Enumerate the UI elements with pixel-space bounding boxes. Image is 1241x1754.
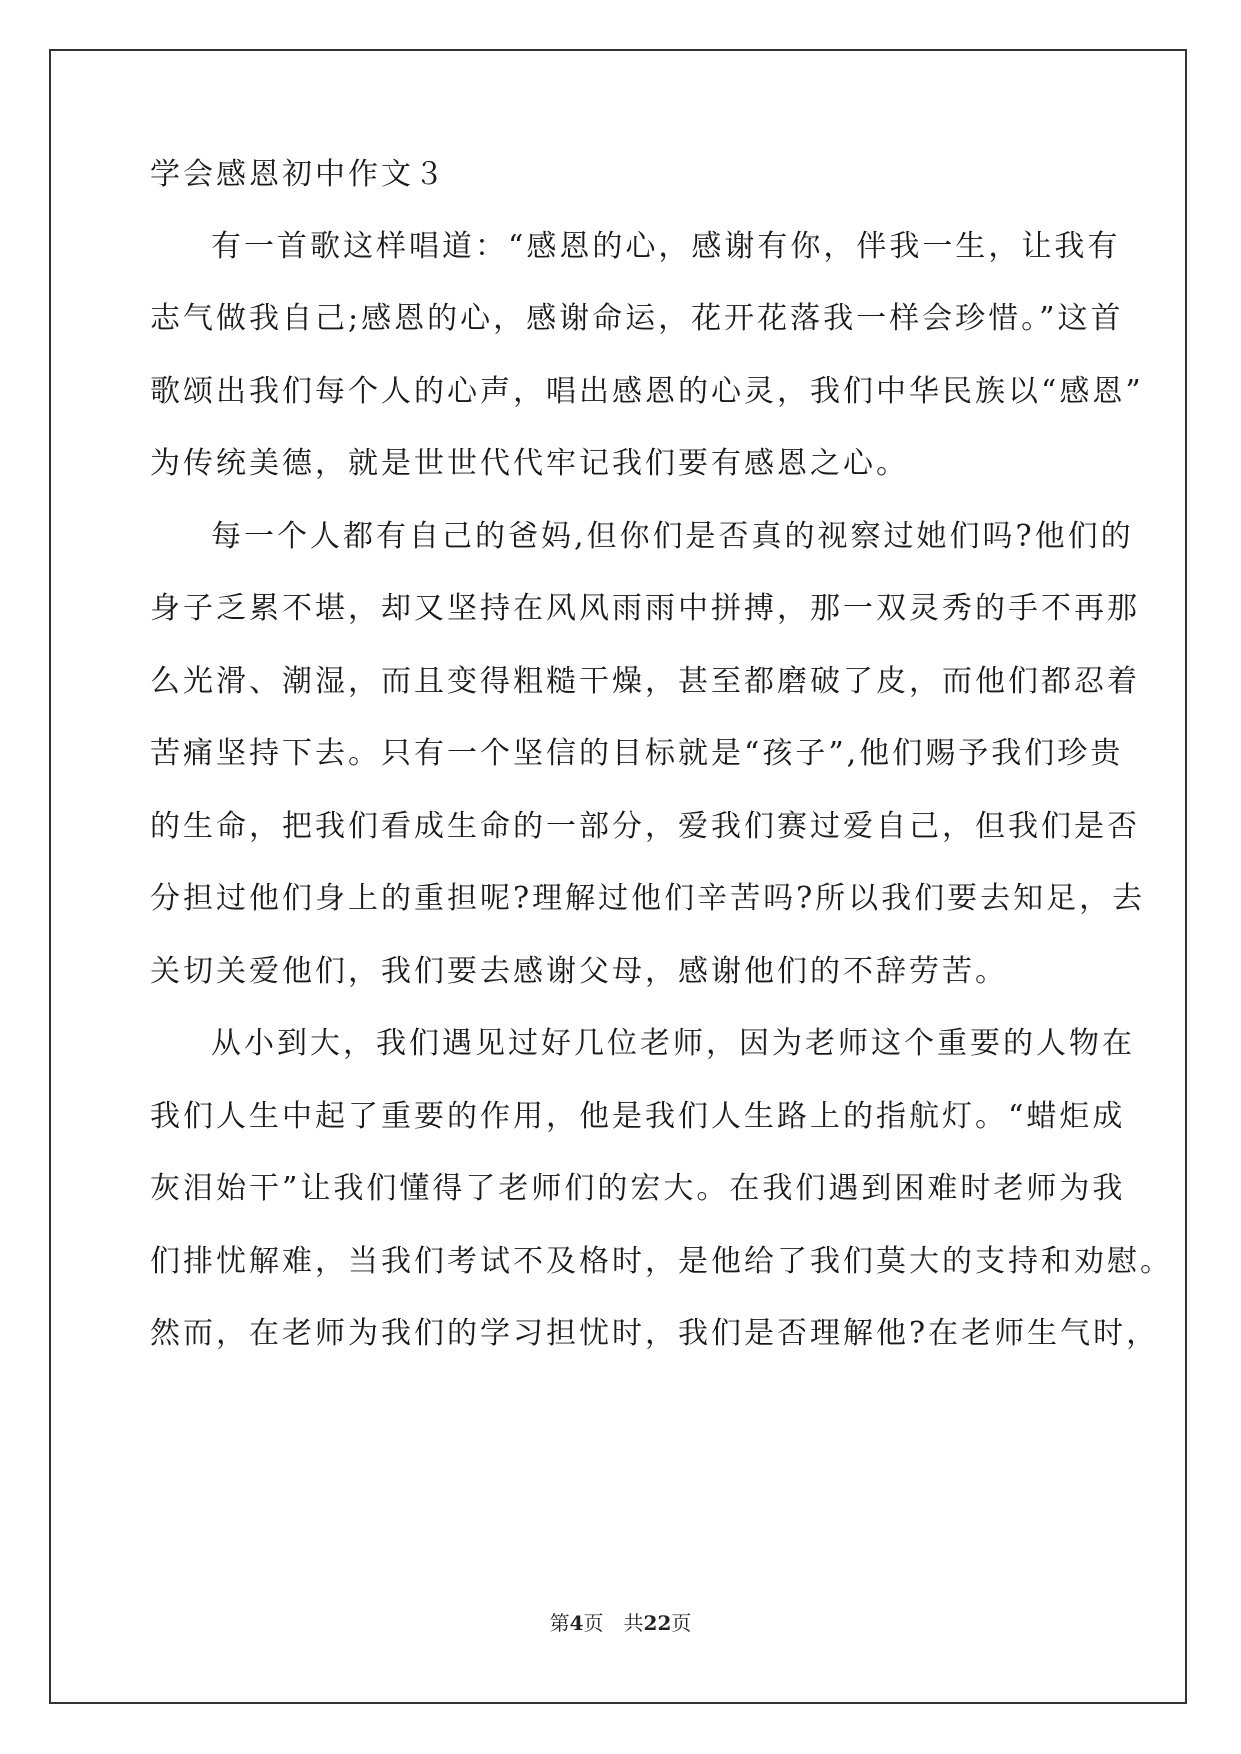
footer-total-pages: 22 bbox=[643, 1611, 672, 1635]
paragraph-2-line-5: 的生命，把我们看成生命的一部分，爱我们赛过爱自己，但我们是否 bbox=[150, 809, 1140, 844]
paragraph-3-line-5: 然而，在老师为我们的学习担忧时，我们是否理解他?在老师生气时， bbox=[150, 1316, 1160, 1351]
paragraph-2-line-1: 每一个人都有自己的爸妈,但你们是否真的视察过她们吗?他们的 bbox=[211, 519, 1134, 554]
footer-page-number: 4 bbox=[569, 1611, 584, 1635]
footer-page-suffix: 页 bbox=[583, 1611, 604, 1635]
paragraph-1-line-3: 歌颂出我们每个人的心声，唱出感恩的心灵，我们中华民族以“感恩” bbox=[150, 374, 1144, 409]
paragraph-1-line-2: 志气做我自己;感恩的心，感谢命运，花开花落我一样会珍惜。”这首 bbox=[150, 301, 1124, 336]
document-title: 学会感恩初中作文３ bbox=[150, 157, 447, 192]
footer-page-prefix: 第 bbox=[549, 1611, 570, 1635]
paragraph-2-line-6: 分担过他们身上的重担呢?理解过他们辛苦吗?所以我们要去知足，去 bbox=[150, 881, 1146, 916]
paragraph-2-line-2: 身子乏累不堪，却又坚持在风风雨雨中拼搏，那一双灵秀的手不再那 bbox=[150, 591, 1140, 626]
paragraph-3-line-1: 从小到大，我们遇见过好几位老师，因为老师这个重要的人物在 bbox=[211, 1026, 1135, 1061]
page-footer bbox=[0, 1610, 1241, 1636]
paragraph-2-line-3: 么光滑、潮湿，而且变得粗糙干燥，甚至都磨破了皮，而他们都忍着 bbox=[150, 664, 1140, 699]
footer-total-prefix: 共 bbox=[623, 1611, 644, 1635]
paragraph-2-line-4: 苦痛坚持下去。只有一个坚信的目标就是“孩子”,他们赐予我们珍贵 bbox=[150, 736, 1124, 771]
paragraph-1-line-1: 有一首歌这样唱道：“感恩的心，感谢有你，伴我一生，让我有 bbox=[211, 229, 1121, 264]
paragraph-1-line-4: 为传统美德，就是世世代代牢记我们要有感恩之心。 bbox=[150, 446, 909, 481]
footer-total-suffix: 页 bbox=[671, 1611, 692, 1635]
paragraph-2-line-7: 关切关爱他们，我们要去感谢父母，感谢他们的不辞劳苦。 bbox=[150, 954, 1008, 989]
paragraph-3-line-3: 灰泪始干”让我们懂得了老师们的宏大。在我们遇到困难时老师为我 bbox=[150, 1171, 1126, 1206]
paragraph-3-line-2: 我们人生中起了重要的作用，他是我们人生路上的指航灯。“蜡炬成 bbox=[150, 1099, 1126, 1134]
page-border bbox=[49, 49, 1187, 1704]
paragraph-3-line-4: 们排忧解难，当我们考试不及格时，是他给了我们莫大的支持和劝慰。 bbox=[150, 1244, 1173, 1279]
